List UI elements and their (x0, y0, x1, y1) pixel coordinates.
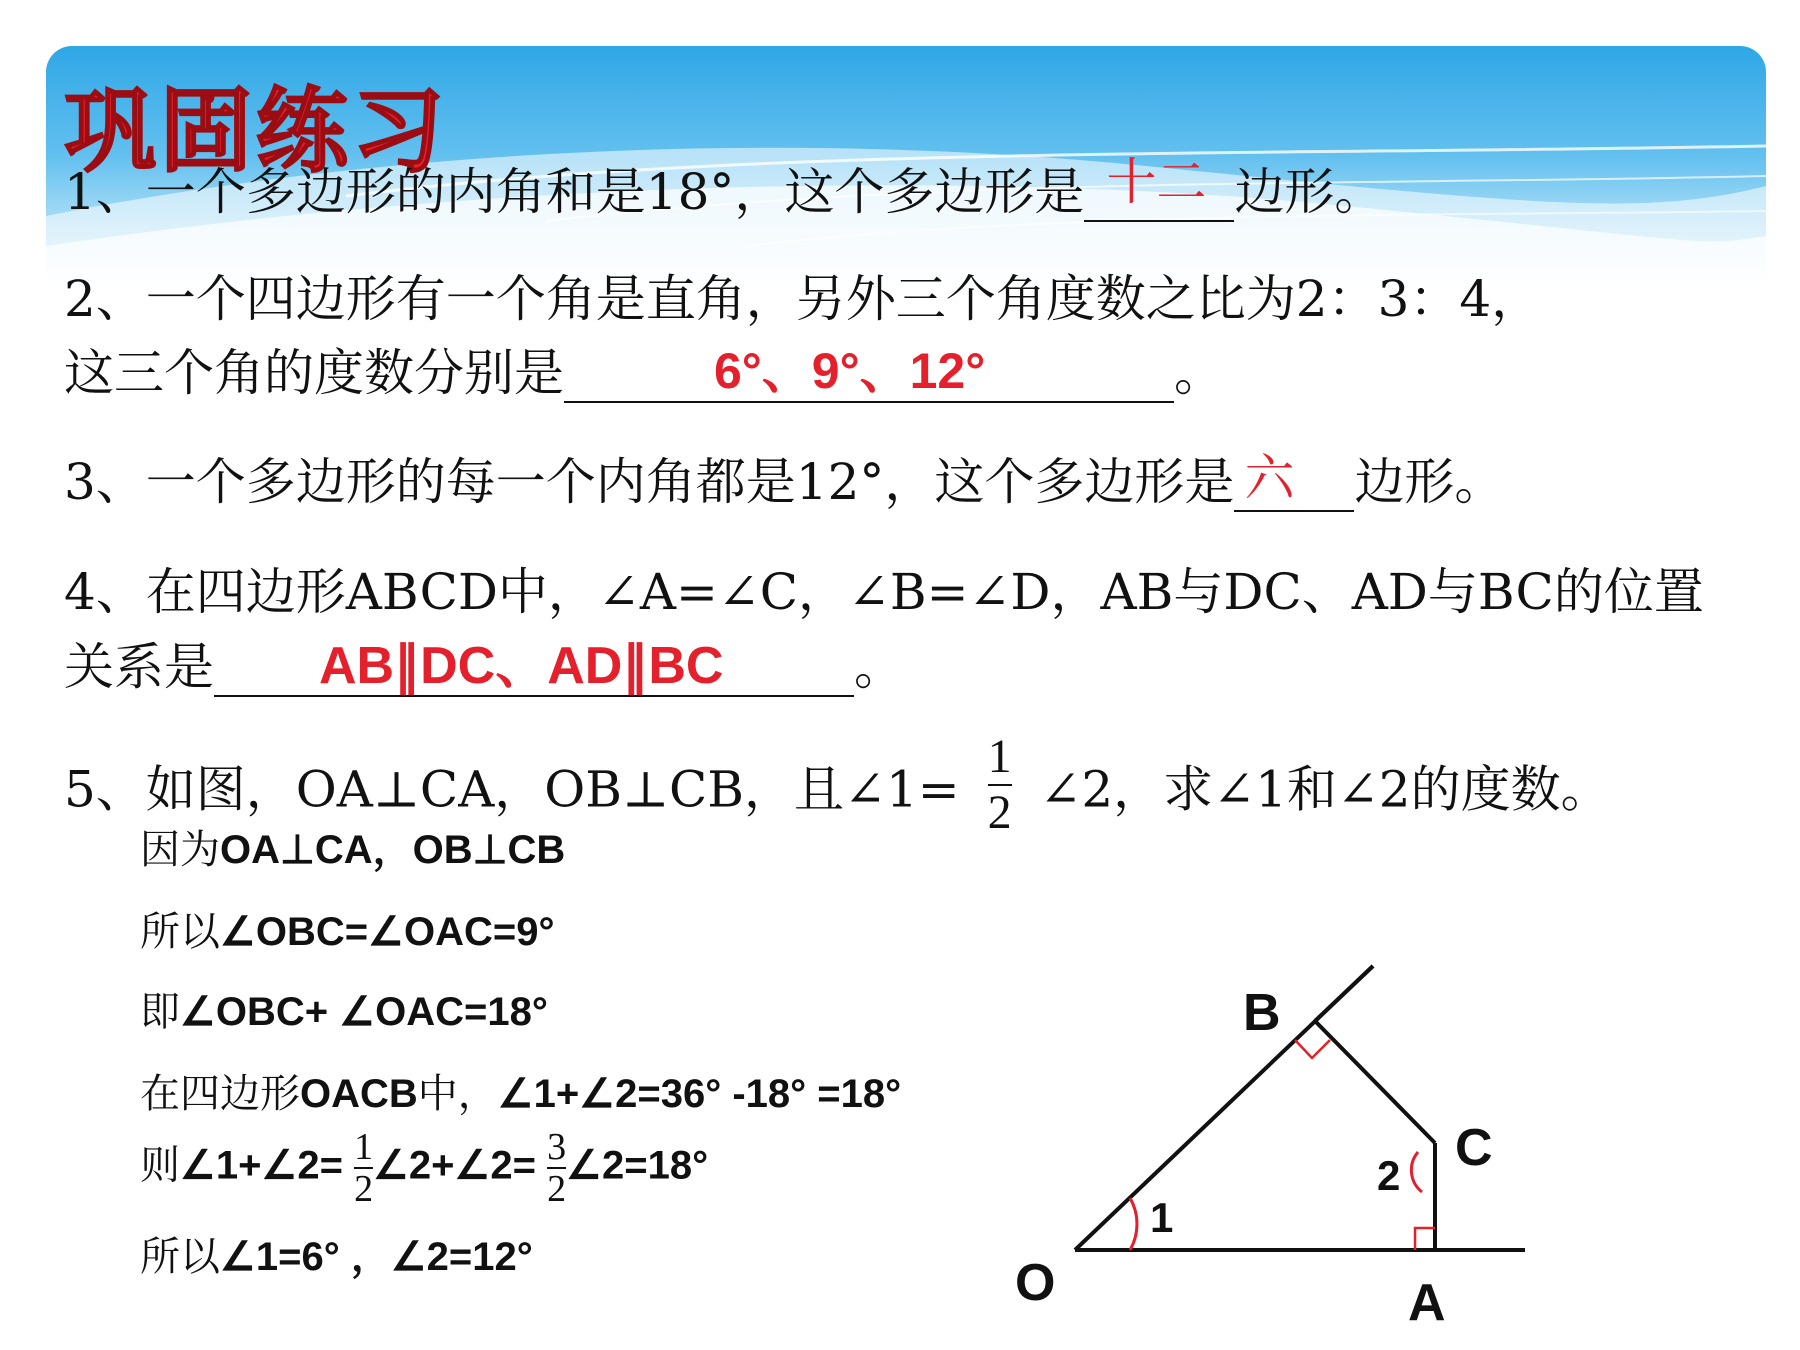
q1-answer: 十二 (1106, 153, 1207, 211)
q4-answer: AB∥DC、AD∥BC (319, 637, 724, 695)
page-title: 巩固练习 (64, 78, 449, 185)
sol-3-cjk: 即 (140, 989, 180, 1035)
sol-4-cjk-b: 中， (417, 1071, 498, 1117)
line-bc (1315, 1021, 1435, 1143)
sol-1-cjk: 因为 (140, 827, 220, 873)
point-o-label: O (1015, 1254, 1056, 1312)
sol-5-frac2-den: 2 (547, 1168, 567, 1210)
q5-text-after: ∠2，求∠1和∠2的度数。 (1039, 760, 1611, 819)
q5-frac-num: 1 (987, 730, 1012, 783)
q5-text: 5、如图，OA⊥CA，OB⊥CB，且∠1= (64, 760, 960, 819)
angle-1-arc (1130, 1198, 1137, 1250)
sol-5-frac1-num: 1 (354, 1126, 374, 1168)
sol-4-cjk: 在四边形 (140, 1071, 300, 1117)
sol-6-cjk: 所以 (140, 1234, 220, 1280)
sol-5-frac2-num: 3 (547, 1126, 567, 1168)
angle-2-label: 2 (1377, 1152, 1401, 1199)
q2-text: 这三个角的度数分别是 (64, 344, 564, 402)
angle-1-label: 1 (1150, 1194, 1174, 1241)
sol-3-text: ∠OBC+ ∠OAC=18° (180, 990, 548, 1034)
sol-5-frac1-den: 2 (354, 1168, 374, 1210)
line-ob-extension (1315, 966, 1373, 1021)
q1-text-after: 边形。 (1234, 163, 1385, 221)
sol-1-text: OA⊥CA，OB⊥CB (220, 828, 566, 872)
q3-text: 3、一个多边形的每一个内角都是12°，这个多边形是 (64, 453, 1235, 511)
sol-4-text-a: OACB (300, 1072, 418, 1116)
sol-6-text: ∠1=6° ，∠2=12° (220, 1235, 533, 1279)
point-c-label: C (1455, 1119, 1493, 1177)
q5-frac-den: 2 (987, 786, 1012, 840)
q1-text: 1、一个多边形的内角和是18°，这个多边形是 (64, 163, 1085, 221)
q4-text: 关系是 (64, 638, 214, 696)
sol-5-cjk: 则 (140, 1142, 180, 1189)
q4-text-after: 。 (854, 638, 904, 696)
sol-5-text-a: ∠1+∠2= (180, 1143, 343, 1188)
sol-2-cjk: 所以 (140, 909, 220, 955)
point-a-label: A (1408, 1274, 1446, 1332)
right-angle-mark-b (1295, 1040, 1330, 1058)
sol-2-text: ∠OBC=∠OAC=9° (220, 910, 555, 954)
sol-5-text-b: ∠2+∠2= (373, 1143, 536, 1188)
right-angle-mark-a (1415, 1228, 1435, 1250)
angle-2-arc (1411, 1152, 1422, 1192)
sol-5-text-c: ∠2=18° (566, 1143, 709, 1188)
question-4-line1: 4、在四边形ABCD中，∠A=∠C，∠B=∠D，AB与DC、AD与BC的位置 (64, 563, 1704, 621)
sol-4-text-b: ∠1+∠2=36° -18° =18° (497, 1072, 902, 1116)
q3-text-after: 边形。 (1354, 453, 1505, 511)
q3-answer: 六 (1244, 449, 1295, 507)
q2-answer: 6°、9°、12° (714, 343, 986, 399)
point-b-label: B (1243, 984, 1281, 1042)
q2-text-after: 。 (1174, 344, 1224, 402)
question-2-line1: 2、一个四边形有一个角是直角，另外三个角度数之比为2：3：4， (64, 270, 1542, 328)
